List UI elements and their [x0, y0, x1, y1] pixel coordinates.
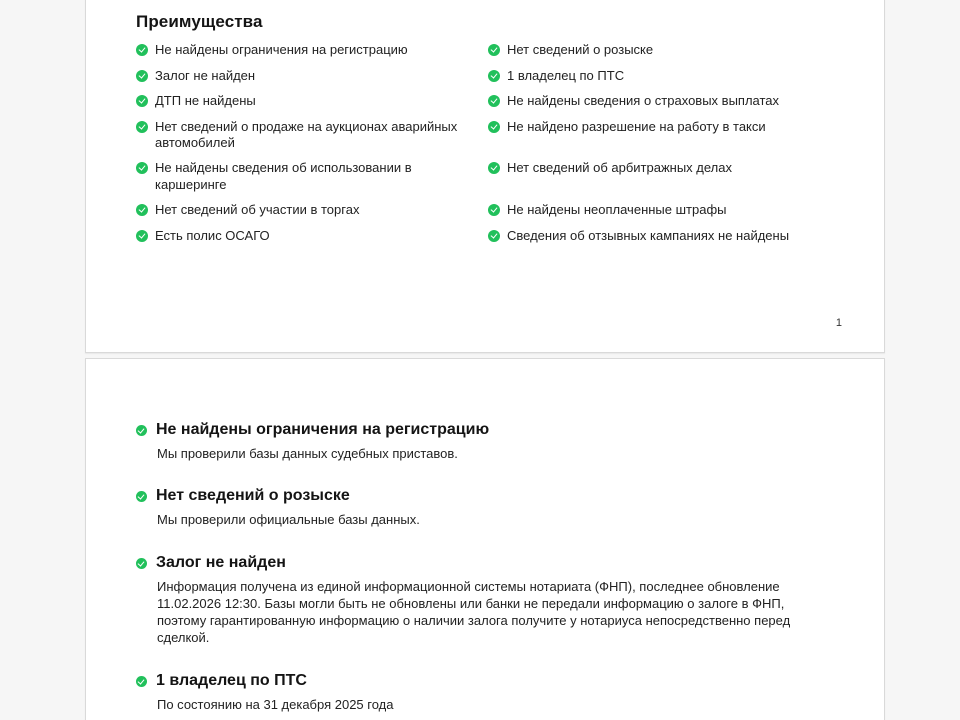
advantage-item — [488, 202, 727, 219]
advantage-item — [136, 68, 255, 85]
document-page-1 — [85, 0, 885, 353]
detail-title: 1 владелец по ПТС — [156, 672, 307, 689]
check-circle-icon — [136, 70, 148, 82]
check-circle-icon — [488, 204, 500, 216]
advantage-label: Не найдены ограничения на регистрацию — [155, 42, 408, 57]
advantage-label: Нет сведений о продаже на аукционах аварийных автомобилей — [155, 118, 458, 150]
check-circle-icon — [488, 230, 500, 242]
advantage-item — [136, 202, 359, 219]
check-circle-icon — [136, 44, 148, 56]
advantage-item — [488, 93, 779, 110]
advantage-item — [136, 93, 256, 110]
advantage-item — [488, 119, 766, 136]
advantage-label: Нет сведений о розыске — [507, 42, 654, 57]
detail-section — [136, 554, 796, 646]
advantage-item — [136, 228, 270, 245]
check-circle-icon — [488, 95, 500, 107]
advantage-item — [488, 42, 653, 59]
check-circle-icon — [136, 204, 148, 216]
document-page-2 — [85, 358, 885, 720]
page-number: 1 — [835, 317, 842, 329]
check-circle-icon — [488, 70, 500, 82]
detail-text: Мы проверили официальные базы данных. — [157, 512, 420, 527]
detail-text: Мы проверили базы данных судебных приставов. — [157, 446, 458, 461]
advantage-label: Залог не найден — [155, 67, 256, 83]
advantage-item — [488, 228, 789, 245]
advantage-item — [136, 160, 420, 193]
check-circle-icon — [136, 95, 148, 107]
advantage-label: Есть полис ОСАГО — [155, 227, 270, 243]
advantage-label: Нет сведений об арбитражных делах — [507, 160, 732, 175]
advantage-label: Сведения об отзывных кампаниях не найдены — [507, 227, 790, 243]
detail-title: Нет сведений о розыске — [156, 487, 350, 504]
section-title-advantages: Преимущества — [136, 12, 263, 31]
advantage-label: Нет сведений об участии в торгах — [155, 202, 360, 217]
advantage-item — [136, 119, 475, 152]
detail-section — [136, 421, 796, 462]
check-circle-icon — [488, 121, 500, 133]
check-circle-icon — [136, 558, 147, 569]
check-circle-icon — [136, 230, 148, 242]
detail-section — [136, 487, 796, 528]
detail-title: Не найдены ограничения на регистрацию — [156, 421, 490, 438]
check-circle-icon — [136, 425, 147, 436]
advantage-label: Не найдено разрешение на работу в такси — [507, 118, 766, 134]
advantage-label: Не найдены сведения об использовании в каршеринге — [155, 160, 412, 192]
check-circle-icon — [488, 162, 500, 174]
advantage-label: Не найдены неоплаченные штрафы — [507, 202, 727, 217]
check-circle-icon — [488, 44, 500, 56]
detail-title: Залог не найден — [156, 554, 286, 571]
advantage-item — [488, 68, 624, 85]
check-circle-icon — [136, 162, 148, 174]
advantage-label: Не найдены сведения о страховых выплатах — [507, 93, 780, 108]
detail-section — [136, 672, 796, 713]
detail-text: По состоянию на 31 декабря 2025 года — [157, 697, 394, 712]
advantage-item — [488, 160, 732, 177]
check-circle-icon — [136, 491, 147, 502]
detail-text: Информация получена из единой информационной системы нотариата (ФНП), последнее обновление 11.02.2026 12:30. Базы могли быть не обновлены или банки не передали информацию о залоге в ФНП, поэтому гарантированную информацию о наличии залога получите у нотариуса непосредственно перед сделкой. — [157, 579, 791, 645]
advantage-item — [136, 42, 408, 59]
check-circle-icon — [136, 676, 147, 687]
advantage-label: ДТП не найдены — [155, 93, 256, 108]
check-circle-icon — [136, 121, 148, 133]
advantage-label: 1 владелец по ПТС — [507, 67, 625, 83]
